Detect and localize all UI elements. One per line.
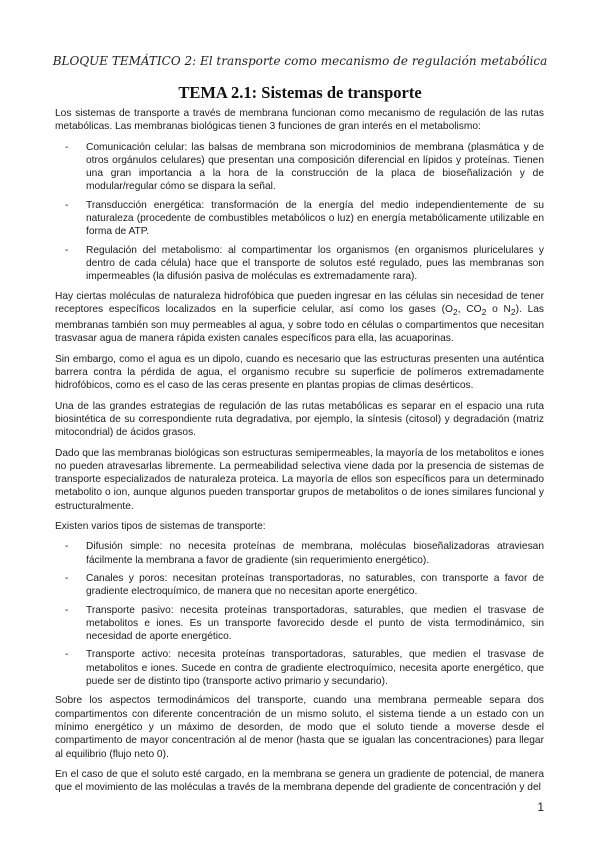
section-header: BLOQUE TEMÁTICO 2: El transporte como mecanismo de regulación metabólica <box>52 54 548 68</box>
list-item: - Transporte pasivo: necesita proteínas transportadoras, saturables, que medien el trasvase de metabolitos e iones. Es un transporte favorecido desde el punto de vista termodinámico, sin necesidad de aporte energético. <box>55 604 544 644</box>
transport-types-list <box>55 540 544 688</box>
list-item: - Regulación del metabolismo: al compartimentar los organismos (en organismos pluricelulares y dentro de cada célula) hace que el transporte de solutos esté regulado, pues las membranas son impermeables (la difusión pasiva de moléculas es extremadamente rara). <box>55 244 544 284</box>
paragraph: Sin embargo, como el agua es un dipolo, cuando es necesario que las estructuras presenten una auténtica barrera contra la pérdida de agua, el organismo recubre su superficie de polímeros extremadamente hidrofóbicos, como es el caso de las ceras presente en plantas propias de climas desérticos. <box>55 353 544 392</box>
list-item: - Transporte activo: necesita proteínas transportadoras, saturables, que medien el trasvase de metabolitos e iones. Sucede en contra de gradiente electroquímico, necesita aporte energético, que puede ser de distinto tipo (transporte activo primario y secundario). <box>55 648 544 688</box>
list-item: - Transducción energética: transformación de la energía del medio independientemente de su naturaleza (procedente de combustibles metabólicos o luz) en energía metabólicamente utilizable en forma de ATP. <box>55 199 544 239</box>
paragraph: Existen varios tipos de sistemas de transporte: <box>55 521 266 533</box>
list-item: - Difusión simple: no necesita proteínas de membrana, moléculas bioseñalizadoras atraviesan fácilmente la membrana a favor de gradiente (sin requerimiento energético). <box>55 540 544 567</box>
paragraph: Dado que las membranas biológicas son estructuras semipermeables, la mayoría de los metabolitos e iones no pueden atravesarlas libremente. La permeabilidad selectiva viene dada por la presencia de sistemas de transporte especializados de naturaleza proteica. La mayoría de ellos son específicos para un determinado metabolito o ion, aunque algunos pueden transportar grupos de metabolitos o de iones similares funcional y estructuralmente. <box>55 447 544 512</box>
paragraph: Sobre los aspectos termodinámicos del transporte, cuando una membrana permeable separa dos compartimentos con diferente concentración de un mismo soluto, el sistema tiende a un estado con un mínimo energético y un máximo de desorden, de modo que el soluto tiende a moverse desde el compartimento de mayor concentración al de menor (hasta que se igualan las concentraciones) para llegar al equilibrio (flujo neto 0). <box>55 695 544 760</box>
functions-list <box>55 141 544 284</box>
page-number: 1 <box>537 800 544 814</box>
document-body <box>55 107 544 801</box>
page-title: TEMA 2.1: Sistemas de transporte <box>178 83 422 102</box>
paragraph: En el caso de que el soluto esté cargado, en la membrana se genera un gradiente de potencial, de manera que el movimiento de las moléculas a través de la membrana depende del gradiente de concentración y del <box>55 768 544 794</box>
list-item: - Canales y poros: necesitan proteínas transportadoras, no saturables, con transporte a favor de gradiente electroquímico, de manera que no necesitan aporte energético. <box>55 572 544 599</box>
hydrophobic-paragraph: Hay ciertas moléculas de naturaleza hidrofóbica que pueden ingresar en las células sin necesidad de tener receptores específicos localizados en la superficie celular, así como los gases ($O_2$, $CO_2$ o $N_2$). Las membranas también son muy permeables al agua, y sobre todo en células o compartimentos que necesitan trasvasar agua de manera rápida existen canales específicos para ella, las acuaporinas. <box>55 290 545 345</box>
intro-paragraph: Los sistemas de transporte a través de membrana funcionan como mecanismo de regulación de las rutas metabólicas. Las membranas biológicas tienen 3 funciones de gran interés en el metabolismo: <box>55 108 544 133</box>
list-item: - Comunicación celular: las balsas de membrana son microdominios de membrana (plasmática y de otros orgánulos celulares) que presentan una composición diferencial en lípidos y proteínas. Tienen una gran importancia a la hora de la construcción de la placa de bioseñalización y de modular/regular cómo se dispara la señal. <box>55 141 544 194</box>
paragraph: Una de las grandes estrategias de regulación de las rutas metabólicas es separar en el espacio una ruta biosintética de su correspondiente ruta degradativa, por ejemplo, la síntesis (citosol) y degradación (matriz mitocondrial) de ácidos grasos. <box>55 400 544 439</box>
